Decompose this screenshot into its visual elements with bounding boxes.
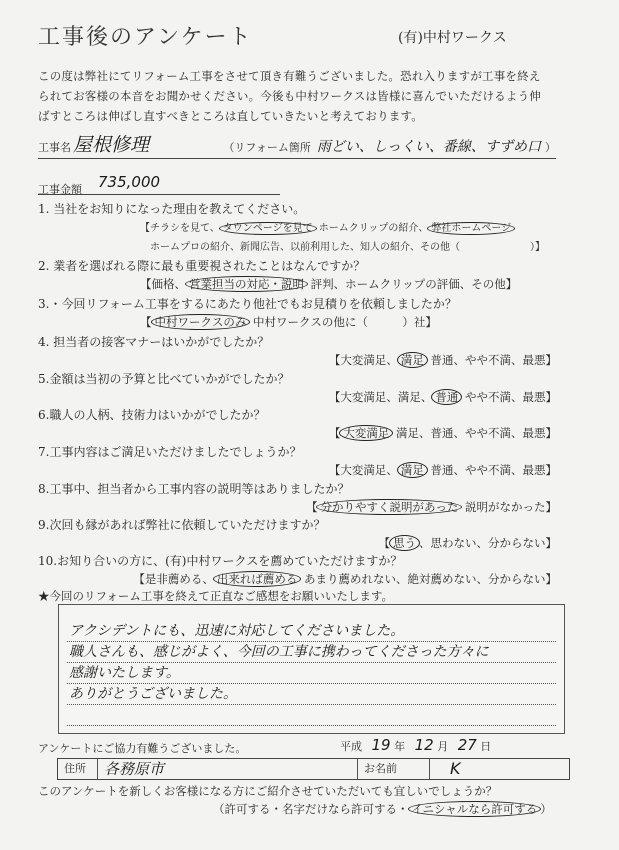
- question-6: 6.職人の人柄、技術力はいかがでしたか？: [38, 408, 266, 422]
- comments-box: [58, 604, 565, 734]
- question-2: 2. 業者を選ばれる際に最も重要視されたことはなんですか？: [38, 259, 366, 273]
- option-text: 【大変満足、: [328, 463, 398, 477]
- permission-selected[interactable]: イニシャルなら許可する: [408, 801, 542, 817]
- permission-options: [213, 801, 552, 817]
- dotted-line: [67, 683, 556, 684]
- selected-option[interactable]: 分かりやすく説明があった: [316, 499, 462, 515]
- location-value: 雨どい、しっくい、番線、すずめ口: [316, 139, 541, 155]
- answer-options: [379, 535, 558, 551]
- option-text: 、思わない、分からない】: [419, 536, 557, 550]
- date-day: 27: [457, 736, 477, 754]
- thanks-text: アンケートにご協力有難うございました。: [38, 742, 247, 755]
- work-name-label: 工事名: [38, 141, 71, 154]
- option-text: 【チラシを見て、: [140, 223, 220, 234]
- address-value: 各務原市: [98, 759, 358, 779]
- option-text: 評判、ホームクリップの評価、その他】: [307, 277, 518, 291]
- selected-option[interactable]: 中村ワークスのみ: [151, 314, 251, 330]
- selected-option[interactable]: 出来れば薦める: [213, 571, 302, 587]
- option-text: 【: [305, 500, 318, 514]
- work-name-underline: [38, 158, 556, 159]
- option-text: 【: [378, 536, 390, 550]
- selected-option[interactable]: 満足: [397, 352, 428, 368]
- option-text: 【: [328, 426, 341, 440]
- comment-line: 職人さんも、感じがよく、今回の工事に携わってくださった方々に: [69, 644, 489, 660]
- intro-line: られてお客様の本音をお聞かせください。今後も中村ワークスは皆様に喜んでいただけるよう伸: [38, 89, 541, 103]
- amount-label: 工事金額: [38, 183, 82, 196]
- option-text: 【: [140, 315, 152, 329]
- intro-line: ばすところは伸ばし直すべきところは直していきたいと考えております。: [38, 109, 423, 123]
- option-text: 説明がなかった】: [461, 500, 557, 514]
- amount-value: 735,000: [98, 173, 161, 191]
- permission-close: ）: [540, 802, 552, 816]
- dotted-line: [67, 725, 556, 726]
- option-text: ホームプロの紹介、新聞広告、以前利用した、知人の紹介、その他（ ）】: [150, 242, 545, 253]
- question-4: 4. 担当者の接客マナーはいかがでしたか？: [38, 335, 270, 349]
- work-name-value: 屋根修理: [73, 134, 150, 156]
- question-3: 3.・今回リフォーム工事をするにあたり他社でもお見積りを依頼しましたか？: [38, 297, 457, 311]
- option-text: 普通、やや不満、最悪】: [426, 353, 557, 367]
- date-month-label: 月: [437, 740, 449, 753]
- name-value: K: [450, 759, 461, 778]
- answer-options: [306, 499, 557, 515]
- date-year-label: 年: [394, 740, 406, 753]
- comments-prompt: ★今回のリフォーム工事を終えて正直なご感想をお願いいたします。: [38, 589, 394, 603]
- answer-options: [329, 462, 557, 478]
- option-text: 普通、やや不満、最悪】: [426, 463, 557, 477]
- option-text: 【大変満足、満足、: [328, 390, 433, 404]
- option-text: 中村ワークスの他に（ ）社】: [249, 315, 437, 329]
- address-label: 住所: [58, 759, 98, 779]
- answer-options: [140, 276, 517, 292]
- option-text: 【是非薦める、: [133, 572, 214, 586]
- option-text: 満足、普通、やや不満、最悪】: [392, 426, 557, 440]
- question-9: 9.次回も縁があれば弊社に依頼していただけますか？: [38, 518, 326, 532]
- answer-options: [140, 314, 437, 330]
- option-text: 【価格、: [140, 277, 186, 291]
- answer-options: [329, 389, 557, 405]
- comment-line: 感謝いたします。: [69, 665, 180, 681]
- amount-underline: [38, 194, 280, 195]
- selected-option[interactable]: タウンページを見て: [219, 222, 317, 235]
- location-close: ）: [545, 141, 556, 154]
- answer-options: [150, 238, 545, 253]
- name-label: お名前: [358, 759, 430, 779]
- date-month: 12: [414, 736, 434, 754]
- option-text: 【大変満足、: [328, 353, 398, 367]
- customer-info-table: [57, 758, 570, 780]
- comment-line: ありがとうございました。: [69, 686, 237, 702]
- selected-option[interactable]: 満足: [397, 462, 428, 478]
- option-text: あまり薦めれない、絶対薦めない、分からない】: [300, 572, 557, 586]
- comment-line: アクシデントにも、迅速に対応してくださいました。: [69, 623, 405, 639]
- selected-option[interactable]: 普通: [431, 389, 462, 405]
- option-text: やや不満、最悪】: [461, 390, 557, 404]
- option-text: ホームクリップの紹介、: [315, 223, 429, 234]
- permission-open: （許可する・名字だけなら許可する・: [213, 802, 409, 816]
- dotted-line: [67, 704, 556, 705]
- selected-option[interactable]: 思う: [389, 535, 420, 551]
- intro-line: この度は弊社にてリフォーム工事をさせて頂き有難うございました。恐れ入りますが工事を終え: [38, 69, 541, 83]
- selected-option[interactable]: 弊社ホームページ: [427, 222, 515, 235]
- question-5: 5.金額は当初の予算と比べていかがでしたか？: [38, 372, 290, 386]
- work-name-row: [38, 134, 556, 159]
- question-10: 10.お知り合いの方に、(有)中村ワークスを薦めていただけますか？: [38, 554, 403, 568]
- answer-options: [133, 571, 557, 587]
- date-year: 19: [371, 736, 391, 754]
- question-7: 7.工事内容はご満足いただけましたでしょうか？: [38, 445, 302, 459]
- question-1: 1. 当社をお知りになった理由を教えてください。: [38, 202, 306, 216]
- dotted-line: [67, 641, 556, 642]
- date-day-label: 日: [480, 740, 492, 753]
- permission-question: このアンケートを新しくお客様になる方にご紹介させていただいても宜しいでしょうか？: [38, 784, 498, 798]
- selected-option[interactable]: 大変満足: [339, 425, 393, 441]
- page-title: 工事後のアンケート: [38, 25, 253, 50]
- location-label: （リフォーム箇所: [223, 141, 311, 154]
- dotted-line: [67, 662, 556, 663]
- answer-options: [329, 352, 557, 368]
- answer-options: [140, 219, 514, 234]
- date-era: 平成: [340, 740, 362, 753]
- company-name: (有)中村ワークス: [398, 30, 507, 46]
- answer-options: [329, 425, 557, 441]
- question-8: 8.工事中、担当者から工事内容の説明等はありましたか？: [38, 482, 350, 496]
- date: [340, 736, 491, 756]
- selected-option[interactable]: 営業担当の対応・説明: [185, 276, 308, 292]
